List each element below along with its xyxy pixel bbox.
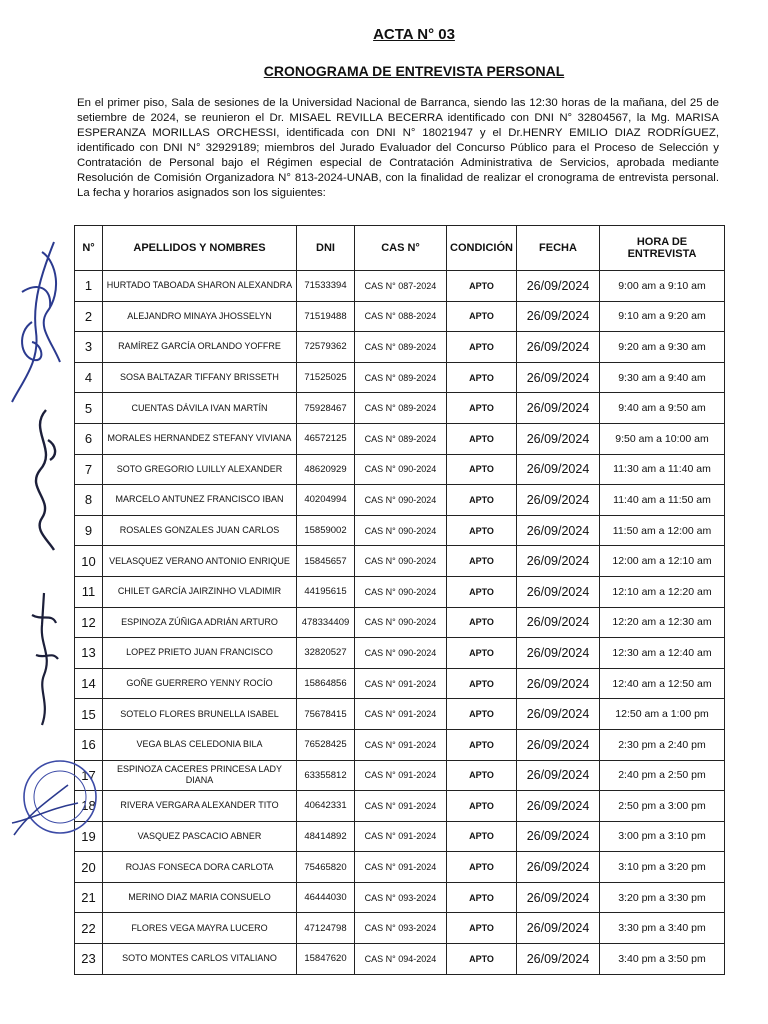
applicant-dni: 71533394: [297, 271, 355, 302]
condition-status: APTO: [447, 362, 517, 393]
applicant-dni: 40642331: [297, 791, 355, 822]
interview-schedule-table: [74, 225, 725, 975]
interview-date: 26/09/2024: [517, 576, 600, 607]
signature-mark-3: [22, 585, 68, 735]
applicant-dni: 63355812: [297, 760, 355, 791]
table-row: [75, 515, 725, 546]
applicant-dni: 15859002: [297, 515, 355, 546]
interview-time: 12:00 am a 12:10 am: [600, 546, 725, 577]
interview-date: 26/09/2024: [517, 332, 600, 363]
row-number: 3: [75, 332, 103, 363]
applicant-dni: 15864856: [297, 668, 355, 699]
table-row: [75, 852, 725, 883]
interview-date: 26/09/2024: [517, 271, 600, 302]
condition-status: APTO: [447, 546, 517, 577]
cas-code: CAS N° 089-2024: [355, 393, 447, 424]
row-number: 12: [75, 607, 103, 638]
applicant-dni: 71519488: [297, 301, 355, 332]
applicant-name: FLORES VEGA MAYRA LUCERO: [103, 913, 297, 944]
condition-status: APTO: [447, 607, 517, 638]
interview-time: 12:50 am a 1:00 pm: [600, 699, 725, 730]
applicant-dni: 44195615: [297, 576, 355, 607]
table-row: [75, 668, 725, 699]
condition-status: APTO: [447, 944, 517, 975]
table-row: [75, 638, 725, 669]
applicant-dni: 72579362: [297, 332, 355, 363]
applicant-dni: 75465820: [297, 852, 355, 883]
row-number: 15: [75, 699, 103, 730]
row-number: 20: [75, 852, 103, 883]
interview-date: 26/09/2024: [517, 944, 600, 975]
table-row: [75, 699, 725, 730]
cas-code: CAS N° 091-2024: [355, 668, 447, 699]
cas-code: CAS N° 091-2024: [355, 760, 447, 791]
condition-status: APTO: [447, 332, 517, 363]
cas-code: CAS N° 091-2024: [355, 699, 447, 730]
interview-date: 26/09/2024: [517, 485, 600, 516]
interview-time: 2:40 pm a 2:50 pm: [600, 760, 725, 791]
intro-paragraph: En el primer piso, Sala de sesiones de la Universidad Nacional de Barranca, siendo las 12:30 horas de la mañana, del 25 de setiembre de 2024, se reunieron el Dr. MISAEL REVILLA BECERRA identificado con DNI N° 32804567, la Mg. MARISA ESPERANZA MORILLAS ORCHESSI, identificada con DNI N° 18021947 y el Dr.HENRY EMILIO DIAZ RODRÍGUEZ, identificado con DNI N° 32929189; miembros del Jurado Evaluador del Concurso Público para el Proceso de Selección y Contratación de Personal bajo el Régimen especial de Contratación Administrativa de Servicios, aprobada mediante Resolución de Comisión Organizadora N° 813-2024-UNAB, con la finalidad de realizar el cronograma de entrevista personal. La fecha y horarios asignados son los siguientes:: [77, 97, 719, 199]
condition-status: APTO: [447, 913, 517, 944]
cas-code: CAS N° 087-2024: [355, 271, 447, 302]
applicant-dni: 15847620: [297, 944, 355, 975]
applicant-name: MORALES HERNANDEZ STEFANY VIVIANA: [103, 423, 297, 454]
row-number: 4: [75, 362, 103, 393]
applicant-dni: 75678415: [297, 699, 355, 730]
interview-time: 3:00 pm a 3:10 pm: [600, 821, 725, 852]
applicant-name: MARCELO ANTUNEZ FRANCISCO IBAN: [103, 485, 297, 516]
cas-code: CAS N° 094-2024: [355, 944, 447, 975]
interview-date: 26/09/2024: [517, 852, 600, 883]
interview-time: 3:30 pm a 3:40 pm: [600, 913, 725, 944]
row-number: 14: [75, 668, 103, 699]
interview-time: 11:50 am a 12:00 am: [600, 515, 725, 546]
interview-date: 26/09/2024: [517, 638, 600, 669]
signature-mark-2: [18, 400, 70, 560]
col-header-name: APELLIDOS Y NOMBRES: [103, 226, 297, 271]
applicant-name: SOTO GREGORIO LUILLY ALEXANDER: [103, 454, 297, 485]
condition-status: APTO: [447, 821, 517, 852]
condition-status: APTO: [447, 515, 517, 546]
interview-time: 9:50 am a 10:00 am: [600, 423, 725, 454]
row-number: 2: [75, 301, 103, 332]
interview-date: 26/09/2024: [517, 546, 600, 577]
col-header-cas: CAS N°: [355, 226, 447, 271]
condition-status: APTO: [447, 393, 517, 424]
row-number: 16: [75, 729, 103, 760]
applicant-name: VASQUEZ PASCACIO ABNER: [103, 821, 297, 852]
acta-title: ACTA N° 03: [373, 26, 455, 43]
cas-code: CAS N° 090-2024: [355, 607, 447, 638]
applicant-name: ROSALES GONZALES JUAN CARLOS: [103, 515, 297, 546]
applicant-name: MERINO DIAZ MARIA CONSUELO: [103, 882, 297, 913]
cas-code: CAS N° 089-2024: [355, 362, 447, 393]
applicant-name: VELASQUEZ VERANO ANTONIO ENRIQUE: [103, 546, 297, 577]
signature-mark-1: [2, 232, 74, 412]
table-row: [75, 607, 725, 638]
cas-code: CAS N° 090-2024: [355, 454, 447, 485]
applicant-name: RIVERA VERGARA ALEXANDER TITO: [103, 791, 297, 822]
interview-time: 3:40 pm a 3:50 pm: [600, 944, 725, 975]
applicant-name: ROJAS FONSECA DORA CARLOTA: [103, 852, 297, 883]
col-header-condition: CONDICIÓN: [447, 226, 517, 271]
row-number: 22: [75, 913, 103, 944]
interview-date: 26/09/2024: [517, 882, 600, 913]
applicant-name: VEGA BLAS CELEDONIA BILA: [103, 729, 297, 760]
table-row: [75, 454, 725, 485]
table-row: [75, 393, 725, 424]
interview-date: 26/09/2024: [517, 362, 600, 393]
table-row: [75, 546, 725, 577]
cas-code: CAS N° 090-2024: [355, 515, 447, 546]
applicant-dni: 48620929: [297, 454, 355, 485]
applicant-dni: 478334409: [297, 607, 355, 638]
applicant-name: GOÑE GUERRERO YENNY ROCÍO: [103, 668, 297, 699]
col-header-time: HORA DE ENTREVISTA: [600, 226, 725, 271]
col-header-date: FECHA: [517, 226, 600, 271]
condition-status: APTO: [447, 454, 517, 485]
row-number: 8: [75, 485, 103, 516]
interview-time: 2:50 pm a 3:00 pm: [600, 791, 725, 822]
applicant-name: ALEJANDRO MINAYA JHOSSELYN: [103, 301, 297, 332]
interview-date: 26/09/2024: [517, 760, 600, 791]
interview-time: 9:40 am a 9:50 am: [600, 393, 725, 424]
condition-status: APTO: [447, 423, 517, 454]
applicant-name: SOTELO FLORES BRUNELLA ISABEL: [103, 699, 297, 730]
cas-code: CAS N° 090-2024: [355, 638, 447, 669]
row-number: 13: [75, 638, 103, 669]
table-row: [75, 271, 725, 302]
interview-time: 3:10 pm a 3:20 pm: [600, 852, 725, 883]
condition-status: APTO: [447, 485, 517, 516]
row-number: 1: [75, 271, 103, 302]
condition-status: APTO: [447, 301, 517, 332]
interview-time: 9:20 am a 9:30 am: [600, 332, 725, 363]
table-row: [75, 301, 725, 332]
table-row: [75, 791, 725, 822]
interview-time: 9:30 am a 9:40 am: [600, 362, 725, 393]
interview-date: 26/09/2024: [517, 791, 600, 822]
interview-time: 11:30 am a 11:40 am: [600, 454, 725, 485]
interview-date: 26/09/2024: [517, 821, 600, 852]
interview-date: 26/09/2024: [517, 423, 600, 454]
applicant-name: CUENTAS DÁVILA IVAN MARTÍN: [103, 393, 297, 424]
interview-time: 9:10 am a 9:20 am: [600, 301, 725, 332]
applicant-dni: 71525025: [297, 362, 355, 393]
applicant-name: SOSA BALTAZAR TIFFANY BRISSETH: [103, 362, 297, 393]
applicant-dni: 46572125: [297, 423, 355, 454]
table-row: [75, 729, 725, 760]
row-number: 19: [75, 821, 103, 852]
interview-time: 3:20 pm a 3:30 pm: [600, 882, 725, 913]
col-header-number: N°: [75, 226, 103, 271]
table-row: [75, 821, 725, 852]
interview-date: 26/09/2024: [517, 913, 600, 944]
applicant-name: LOPEZ PRIETO JUAN FRANCISCO: [103, 638, 297, 669]
cas-code: CAS N° 093-2024: [355, 882, 447, 913]
table-row: [75, 423, 725, 454]
table-row: [75, 913, 725, 944]
document-subtitle: CRONOGRAMA DE ENTREVISTA PERSONAL: [263, 63, 565, 79]
table-header-row: [75, 226, 725, 271]
cas-code: CAS N° 091-2024: [355, 729, 447, 760]
applicant-name: CHILET GARCÍA JAIRZINHO VLADIMIR: [103, 576, 297, 607]
interview-date: 26/09/2024: [517, 699, 600, 730]
condition-status: APTO: [447, 271, 517, 302]
row-number: 23: [75, 944, 103, 975]
applicant-dni: 76528425: [297, 729, 355, 760]
condition-status: APTO: [447, 668, 517, 699]
table-row: [75, 485, 725, 516]
row-number: 18: [75, 791, 103, 822]
condition-status: APTO: [447, 729, 517, 760]
row-number: 11: [75, 576, 103, 607]
table-row: [75, 332, 725, 363]
applicant-dni: 15845657: [297, 546, 355, 577]
table-row: [75, 944, 725, 975]
cas-code: CAS N° 090-2024: [355, 546, 447, 577]
applicant-dni: 46444030: [297, 882, 355, 913]
col-header-dni: DNI: [297, 226, 355, 271]
interview-time: 12:30 am a 12:40 am: [600, 638, 725, 669]
interview-time: 2:30 pm a 2:40 pm: [600, 729, 725, 760]
interview-date: 26/09/2024: [517, 454, 600, 485]
row-number: 5: [75, 393, 103, 424]
table-row: [75, 882, 725, 913]
applicant-dni: 47124798: [297, 913, 355, 944]
cas-code: CAS N° 090-2024: [355, 485, 447, 516]
row-number: 6: [75, 423, 103, 454]
row-number: 10: [75, 546, 103, 577]
row-number: 21: [75, 882, 103, 913]
cas-code: CAS N° 088-2024: [355, 301, 447, 332]
interview-time: 12:40 am a 12:50 am: [600, 668, 725, 699]
condition-status: APTO: [447, 852, 517, 883]
condition-status: APTO: [447, 638, 517, 669]
applicant-dni: 48414892: [297, 821, 355, 852]
condition-status: APTO: [447, 576, 517, 607]
condition-status: APTO: [447, 699, 517, 730]
interview-time: 9:00 am a 9:10 am: [600, 271, 725, 302]
interview-date: 26/09/2024: [517, 607, 600, 638]
table-row: [75, 362, 725, 393]
applicant-dni: 40204994: [297, 485, 355, 516]
interview-date: 26/09/2024: [517, 301, 600, 332]
table-row: [75, 576, 725, 607]
condition-status: APTO: [447, 760, 517, 791]
condition-status: APTO: [447, 882, 517, 913]
cas-code: CAS N° 091-2024: [355, 821, 447, 852]
row-number: 17: [75, 760, 103, 791]
row-number: 7: [75, 454, 103, 485]
interview-date: 26/09/2024: [517, 668, 600, 699]
cas-code: CAS N° 089-2024: [355, 423, 447, 454]
applicant-name: ESPINOZA ZÚÑIGA ADRIÁN ARTURO: [103, 607, 297, 638]
cas-code: CAS N° 090-2024: [355, 576, 447, 607]
cas-code: CAS N° 091-2024: [355, 791, 447, 822]
interview-date: 26/09/2024: [517, 729, 600, 760]
interview-date: 26/09/2024: [517, 393, 600, 424]
interview-time: 12:10 am a 12:20 am: [600, 576, 725, 607]
cas-code: CAS N° 093-2024: [355, 913, 447, 944]
applicant-name: ESPINOZA CACERES PRINCESA LADY DIANA: [103, 760, 297, 791]
condition-status: APTO: [447, 791, 517, 822]
applicant-name: RAMÍREZ GARCÍA ORLANDO YOFFRE: [103, 332, 297, 363]
applicant-dni: 32820527: [297, 638, 355, 669]
applicant-name: HURTADO TABOADA SHARON ALEXANDRA: [103, 271, 297, 302]
cas-code: CAS N° 091-2024: [355, 852, 447, 883]
applicant-dni: 75928467: [297, 393, 355, 424]
applicant-name: SOTO MONTES CARLOS VITALIANO: [103, 944, 297, 975]
cas-code: CAS N° 089-2024: [355, 332, 447, 363]
interview-time: 11:40 am a 11:50 am: [600, 485, 725, 516]
interview-time: 12:20 am a 12:30 am: [600, 607, 725, 638]
row-number: 9: [75, 515, 103, 546]
interview-date: 26/09/2024: [517, 515, 600, 546]
table-row: [75, 760, 725, 791]
